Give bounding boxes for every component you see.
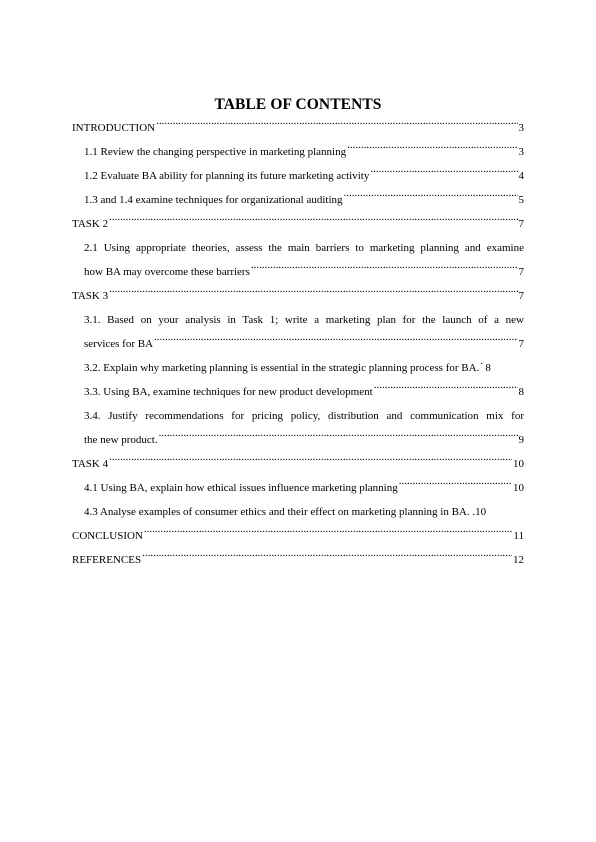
toc-entry-1-2[interactable] [72, 164, 524, 188]
dot-leader [374, 381, 518, 395]
toc-entry-label: 4.1 Using BA, explain how ethical issues influence marketing planning [84, 482, 398, 494]
toc-entry-page: 11 [513, 530, 524, 542]
toc-entry-3-1[interactable] [72, 308, 524, 356]
toc-entry-page: 8 [485, 362, 491, 374]
toc-entry-label: REFERENCES [72, 554, 142, 566]
toc-entry-label: services for BA [84, 338, 154, 350]
toc-entry-introduction[interactable] [72, 116, 524, 140]
dot-leader [109, 213, 517, 227]
dot-leader [347, 141, 517, 155]
dot-leader [370, 165, 517, 179]
toc-entry-page: 4 [518, 170, 524, 182]
toc-entry-first-line: 3.4. Justify recommendations for pricing policy, distribution and communication mix for [84, 410, 524, 422]
dot-leader [156, 117, 517, 131]
toc-entry-first-line: 3.1. Based on your analysis in Task 1; write a marketing plan for the launch of a new [84, 314, 524, 326]
toc-entry-3-2[interactable] [72, 356, 524, 380]
toc-entry-task-2[interactable] [72, 212, 524, 236]
toc-entry-page: 10 [475, 506, 487, 518]
toc-entry-4-3[interactable] [72, 500, 524, 524]
toc-entry-conclusion[interactable] [72, 524, 524, 548]
toc-entry-1-3-1-4[interactable] [72, 188, 524, 212]
dot-leader [142, 549, 512, 563]
toc-entry-3-3[interactable] [72, 380, 524, 404]
dot-leader [109, 453, 512, 467]
toc-entry-4-1[interactable] [72, 476, 524, 500]
toc-entry-label: 3.2. Explain why marketing planning is essential in the strategic planning process for BA. [84, 362, 480, 374]
dot-leader [344, 189, 518, 203]
dot-leader [480, 357, 484, 371]
toc-entry-label: how BA may overcome these barriers [84, 266, 250, 278]
toc-entry-label: the new product. [84, 434, 158, 446]
toc-entry-label: TASK 4 [72, 458, 109, 470]
toc-entry-page: 9 [518, 434, 524, 446]
dot-leader [399, 477, 512, 491]
dot-leader [154, 333, 517, 347]
toc-entry-page: 7 [518, 338, 524, 350]
toc-entry-page: 5 [518, 194, 524, 206]
toc-entry-references[interactable] [72, 548, 524, 572]
toc-entry-page: 3 [518, 146, 524, 158]
dot-leader [159, 429, 518, 443]
toc-entry-label: 1.3 and 1.4 examine techniques for organizational auditing [84, 194, 343, 206]
toc-list [72, 116, 524, 572]
toc-entry-page: 7 [518, 218, 524, 230]
toc-entry-page: 12 [513, 554, 524, 566]
toc-entry-3-4[interactable] [72, 404, 524, 452]
toc-entry-label: TASK 3 [72, 290, 109, 302]
toc-entry-label: 1.2 Evaluate BA ability for planning its future marketing activity [84, 170, 370, 182]
toc-entry-page: 3 [518, 122, 524, 134]
toc-title: TABLE OF CONTENTS [214, 96, 382, 113]
toc-entry-label: TASK 2 [72, 218, 109, 230]
toc-entry-label: CONCLUSION [72, 530, 143, 542]
toc-entry-page: 7 [518, 290, 524, 302]
toc-entry-first-line: 2.1 Using appropriate theories, assess the main barriers to marketing planning and examine [84, 242, 524, 254]
toc-entry-label: INTRODUCTION [72, 122, 156, 134]
toc-entry-task-3[interactable] [72, 284, 524, 308]
toc-entry-page: 10 [513, 482, 524, 494]
toc-entry-1-1[interactable] [72, 140, 524, 164]
toc-entry-page: 10 [513, 458, 524, 470]
toc-entry-label: 1.1 Review the changing perspective in marketing planning [84, 146, 347, 158]
toc-entry-2-1[interactable] [72, 236, 524, 284]
dot-leader [251, 261, 518, 275]
dot-leader [109, 285, 517, 299]
dot-leader [144, 525, 513, 539]
toc-entry-task-4[interactable] [72, 452, 524, 476]
toc-entry-page: 8 [518, 386, 524, 398]
toc-entry-label: 3.3. Using BA, examine techniques for new product development [84, 386, 373, 398]
toc-entry-label: 4.3 Analyse examples of consumer ethics and their effect on marketing planning in BA. . [84, 506, 476, 518]
toc-entry-page: 7 [518, 266, 524, 278]
